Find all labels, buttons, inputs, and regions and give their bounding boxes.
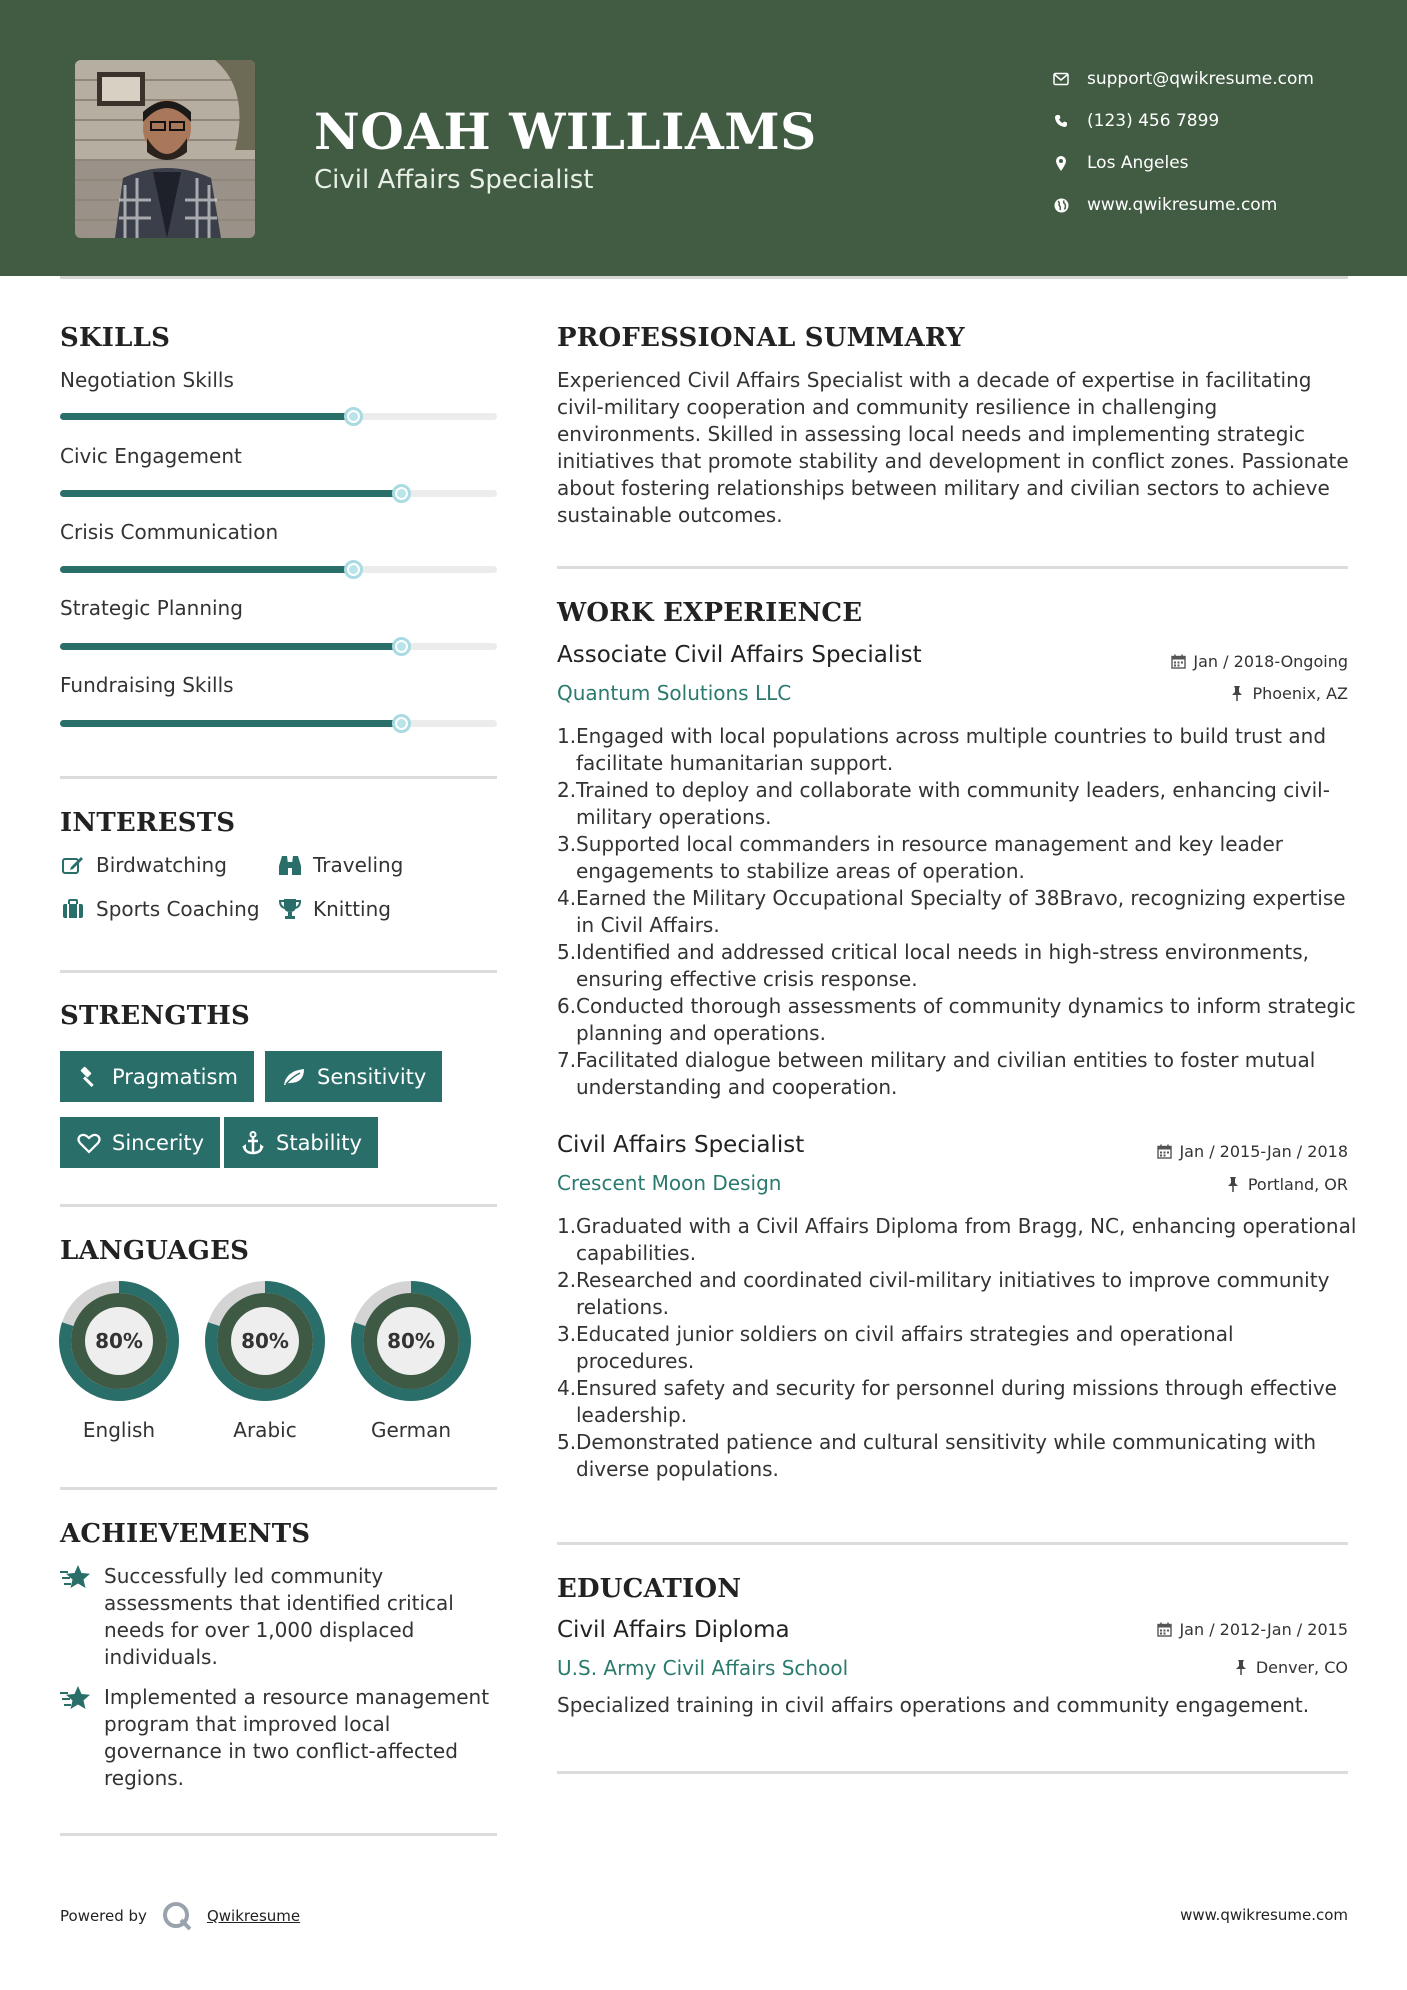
job-title: Associate Civil Affairs Specialist <box>557 642 922 668</box>
language-item <box>350 1280 472 1442</box>
calendar-icon <box>1169 653 1187 671</box>
pushpin-icon <box>1232 1659 1250 1677</box>
interest-label: Sports Coaching <box>96 897 260 921</box>
duty-item: 4. Earned the Military Occupational Specialty of 38Bravo, recognizing expertise in Civil Affairs. <box>557 886 1346 937</box>
section-divider <box>60 1833 497 1836</box>
language-item <box>204 1280 326 1442</box>
achievement-text: Implemented a resource management program that improved local governance in two conflict-affected regions. <box>104 1685 490 1790</box>
company-name[interactable]: Crescent Moon Design <box>557 1171 782 1195</box>
calendar-icon <box>1155 1143 1173 1161</box>
section-divider <box>557 1771 1348 1774</box>
education-location-text: Denver, CO <box>1255 1658 1348 1677</box>
job-location-text: Portland, OR <box>1247 1175 1348 1194</box>
education-location <box>1232 1658 1348 1677</box>
strength-label: Stability <box>276 1130 362 1155</box>
language-label: Arabic <box>233 1418 297 1442</box>
language-label: German <box>370 1418 452 1442</box>
strength-chip <box>60 1117 220 1168</box>
skills-heading: SKILLS <box>60 323 171 353</box>
heart-icon <box>76 1130 102 1156</box>
education-dates <box>1155 1620 1348 1639</box>
job-location <box>1224 1175 1348 1194</box>
contact-email-text: support@qwikresume.com <box>1087 69 1314 89</box>
trophy-icon <box>277 896 303 922</box>
calendar-icon <box>1155 1621 1173 1639</box>
skill-label: Fundraising Skills <box>60 673 234 697</box>
achievement-item <box>60 1684 500 1792</box>
contact-list <box>1050 58 1314 226</box>
powered-by-label: Powered by <box>60 1907 147 1925</box>
interest-item <box>277 896 391 922</box>
duty-item: 7. Facilitated dialogue between military and civilian entities to foster mutual understanding and cooperation. <box>557 1048 1316 1099</box>
job-title: Civil Affairs Specialist <box>557 1132 805 1158</box>
strength-label: Sensitivity <box>317 1064 427 1089</box>
degree-title: Civil Affairs Diploma <box>557 1617 790 1643</box>
strength-label: Sincerity <box>112 1130 205 1155</box>
skill-bar-fill <box>60 643 401 650</box>
section-divider <box>60 1204 497 1207</box>
contact-website[interactable] <box>1050 184 1314 226</box>
duty-item: 2. Researched and coordinated civil-military initiatives to improve community relations. <box>557 1268 1330 1319</box>
strength-label: Pragmatism <box>112 1064 238 1089</box>
duty-item: 6. Conducted thorough assessments of community dynamics to inform strategic planning and operations. <box>557 994 1356 1045</box>
interest-item <box>60 852 227 878</box>
section-divider <box>60 776 497 779</box>
duty-item: 2. Trained to deploy and collaborate with community leaders, enhancing civil-military operations. <box>557 778 1330 829</box>
skill-bar-fill <box>60 720 401 727</box>
job-duties <box>557 723 1357 1101</box>
candidate-title: Civil Affairs Specialist <box>314 165 594 195</box>
star-icon <box>60 1684 92 1714</box>
achievement-text: Successfully led community assessments that identified critical needs for over 1,000 displaced individuals. <box>104 1564 454 1669</box>
pushpin-icon <box>1224 1176 1242 1194</box>
education-heading: EDUCATION <box>557 1574 742 1604</box>
language-item <box>58 1280 180 1442</box>
section-divider <box>60 1487 497 1490</box>
powered-by <box>60 1900 300 1932</box>
edit-icon <box>60 852 86 878</box>
duty-item: 4. Ensured safety and security for personnel during missions through effective leadership. <box>557 1376 1337 1427</box>
skill-slider-knob <box>344 560 363 579</box>
duty-item: 3. Educated junior soldiers on civil affairs strategies and operational procedures. <box>557 1322 1234 1373</box>
achievements-heading: ACHIEVEMENTS <box>60 1519 311 1549</box>
gavel-icon <box>76 1064 102 1090</box>
language-progress-ring <box>58 1280 180 1402</box>
job-duties <box>557 1213 1357 1483</box>
languages-heading: LANGUAGES <box>60 1236 250 1266</box>
contact-phone[interactable] <box>1050 100 1314 142</box>
duty-item: 5. Identified and addressed critical local needs in high-stress environments, ensuring effective crisis response. <box>557 940 1310 991</box>
school-name[interactable]: U.S. Army Civil Affairs School <box>557 1656 849 1680</box>
achievement-item <box>60 1563 500 1671</box>
mail-icon <box>1050 68 1072 90</box>
footer-url[interactable]: www.qwikresume.com <box>1180 1906 1348 1924</box>
job-location-text: Phoenix, AZ <box>1252 684 1348 703</box>
contact-location-text: Los Angeles <box>1087 153 1189 173</box>
language-percent: 80% <box>241 1329 289 1353</box>
header-divider <box>60 276 1348 279</box>
skill-label: Strategic Planning <box>60 596 243 620</box>
job-location <box>1228 684 1348 703</box>
interest-item <box>277 852 403 878</box>
briefcase-icon <box>60 896 86 922</box>
anchor-icon <box>240 1130 266 1156</box>
interest-label: Traveling <box>313 853 404 877</box>
resume-header <box>0 0 1407 276</box>
contact-website-text: www.qwikresume.com <box>1087 195 1278 215</box>
education-description: Specialized training in civil affairs operations and community engagement. <box>557 1693 1310 1717</box>
language-progress-ring <box>350 1280 472 1402</box>
skill-label: Negotiation Skills <box>60 368 234 392</box>
skill-bar <box>60 413 497 420</box>
job-dates <box>1169 652 1348 671</box>
job-dates-text: Jan / 2015-Jan / 2018 <box>1179 1142 1348 1161</box>
phone-icon <box>1050 110 1072 132</box>
location-pin-icon <box>1050 152 1072 174</box>
skill-slider-knob <box>392 637 411 656</box>
interest-item <box>60 896 260 922</box>
skill-bar <box>60 566 497 573</box>
language-percent: 80% <box>387 1329 435 1353</box>
job-dates-text: Jan / 2018-Ongoing <box>1193 652 1348 671</box>
binoculars-icon <box>277 852 303 878</box>
duty-item: 5. Demonstrated patience and cultural sensitivity while communicating with diverse populations. <box>557 1430 1317 1481</box>
duty-item: 1. Engaged with local populations across multiple countries to build trust and facilitate humanitarian support. <box>557 724 1327 775</box>
summary-text: Experienced Civil Affairs Specialist with a decade of expertise in facilitating civil-military cooperation and community resilience in challenging environments. Skilled in assessing local needs and implementing strategic initiatives that promote stability and development in conflict zones. Passionate about fostering relationships between military and civilian sectors to achieve sustainable outcomes. <box>557 368 1349 527</box>
globe-icon <box>1050 194 1072 216</box>
skill-label: Crisis Communication <box>60 520 279 544</box>
skill-bar <box>60 490 497 497</box>
contact-email[interactable] <box>1050 58 1314 100</box>
pushpin-icon <box>1228 685 1246 703</box>
skill-bar-fill <box>60 566 353 573</box>
language-percent: 80% <box>95 1329 143 1353</box>
skill-slider-knob <box>344 407 363 426</box>
section-divider <box>60 970 497 973</box>
duty-item: 1. Graduated with a Civil Affairs Diploma from Bragg, NC, enhancing operational capabilities. <box>557 1214 1357 1265</box>
section-divider <box>557 566 1348 569</box>
company-name[interactable]: Quantum Solutions LLC <box>557 681 792 705</box>
qwikresume-logo-icon <box>161 1900 193 1932</box>
duty-item: 3. Supported local commanders in resource management and key leader engagements to stabilize areas of operation. <box>557 832 1283 883</box>
candidate-name: NOAH WILLIAMS <box>314 102 817 161</box>
skill-bar-fill <box>60 490 401 497</box>
interest-label: Knitting <box>313 897 391 921</box>
job-dates <box>1155 1142 1348 1161</box>
education-dates-text: Jan / 2012-Jan / 2015 <box>1179 1620 1348 1639</box>
section-divider <box>557 1542 1348 1545</box>
profile-photo <box>75 60 255 238</box>
language-label: English <box>82 1418 156 1442</box>
experience-heading: WORK EXPERIENCE <box>557 598 863 628</box>
skill-bar <box>60 643 497 650</box>
strength-chip <box>265 1051 442 1102</box>
star-icon <box>60 1563 92 1593</box>
strength-chip <box>224 1117 378 1168</box>
skill-label: Civic Engagement <box>60 444 242 468</box>
qwikresume-link[interactable]: Qwikresume <box>206 1907 301 1925</box>
language-progress-ring <box>204 1280 326 1402</box>
interest-label: Birdwatching <box>96 853 227 877</box>
strength-chip <box>60 1051 254 1102</box>
skill-bar-fill <box>60 413 353 420</box>
leaf-icon <box>281 1064 307 1090</box>
summary-heading: PROFESSIONAL SUMMARY <box>557 323 965 353</box>
skill-slider-knob <box>392 484 411 503</box>
contact-location <box>1050 142 1314 184</box>
skill-bar <box>60 720 497 727</box>
skill-slider-knob <box>392 714 411 733</box>
contact-phone-text: (123) 456 7899 <box>1087 111 1220 131</box>
strengths-heading: STRENGTHS <box>60 1001 251 1031</box>
interests-heading: INTERESTS <box>60 808 236 838</box>
